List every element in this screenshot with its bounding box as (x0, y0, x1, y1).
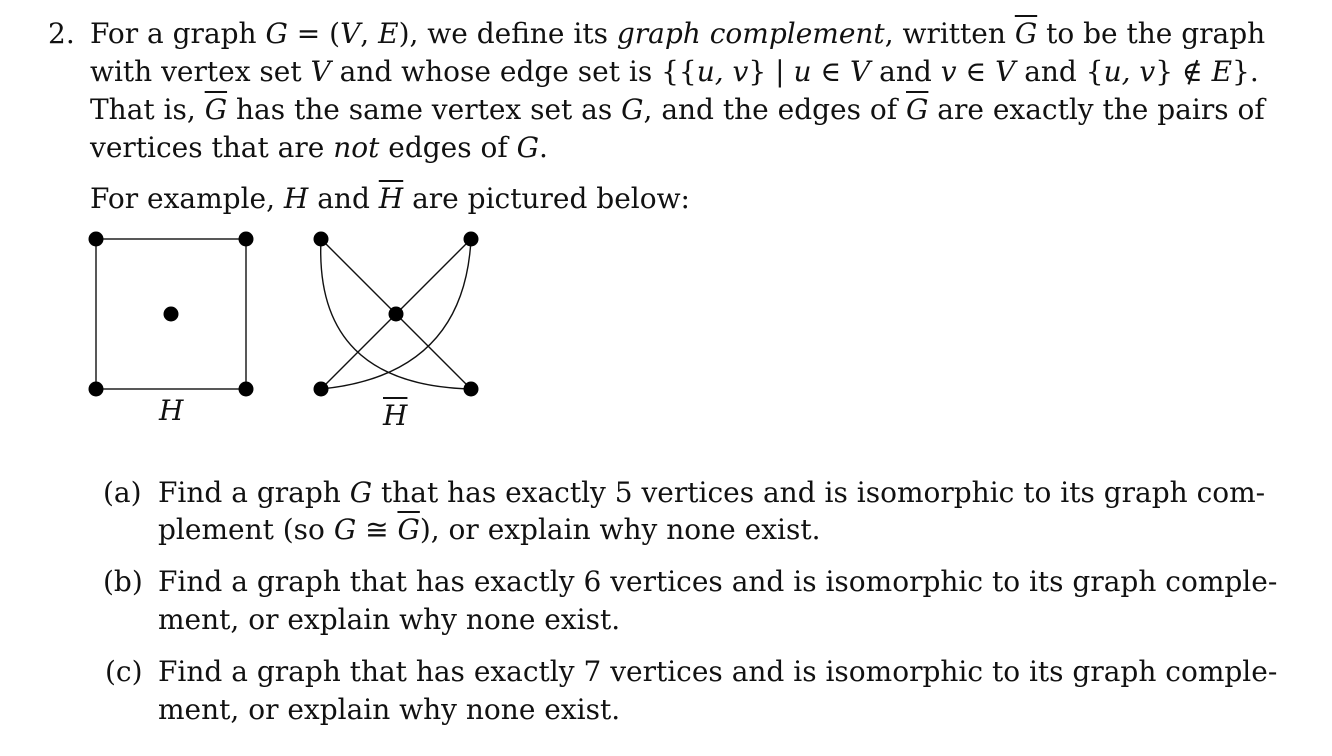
text: , and the edges of (643, 93, 907, 126)
math-G-bar: $\overline{G}$ (204, 93, 228, 126)
label-H-bar: $\overline{H}$ (383, 399, 408, 432)
math-V: V (995, 55, 1016, 88)
text: Find a graph (158, 476, 350, 509)
vertex (89, 382, 104, 397)
math-u: u (793, 55, 812, 88)
label-H: H (159, 394, 184, 427)
math-G: G (621, 93, 644, 126)
math-E: E (1211, 55, 1233, 88)
text: edges of (379, 131, 517, 164)
graph-H (89, 232, 254, 397)
vertex (314, 382, 329, 397)
vertex (239, 382, 254, 397)
vertex (89, 232, 104, 247)
text: For example, (90, 182, 284, 215)
text: that has exactly 5 vertices and is isomorphic to its graph com- (372, 476, 1266, 509)
text: and whose edge set is {{ (330, 55, 697, 88)
math-G: G (333, 513, 357, 546)
text: } | (748, 55, 794, 88)
emphasis-not: not (333, 131, 380, 164)
text: plement (so (158, 513, 334, 546)
example-intro (90, 181, 690, 217)
text: , written (884, 17, 1015, 50)
part-b-label: (b) (103, 565, 143, 598)
math-H-bar: $\overline{H}$ (378, 182, 404, 215)
math-H: H (283, 182, 309, 215)
math-V: V (850, 55, 871, 88)
math-uv: u, v (696, 55, 749, 88)
text: and { (1015, 55, 1104, 88)
math-uv: u, v (1103, 55, 1156, 88)
math-G-bar: $\overline{G}$ (397, 513, 420, 546)
text: are pictured below: (403, 182, 690, 215)
vertex (389, 307, 404, 322)
graph-H-bar (314, 232, 479, 397)
math-V: V (340, 17, 361, 50)
part-b-line-2: ment, or explain why none exist. (158, 603, 621, 636)
text: , (360, 17, 379, 50)
text: and (308, 182, 379, 215)
text: ≅ (356, 513, 398, 546)
vertex (314, 232, 329, 247)
text: . (539, 131, 548, 164)
math-v: v (940, 55, 957, 88)
vertex (239, 232, 254, 247)
graph-figure (78, 225, 498, 435)
math-G: G (349, 476, 373, 509)
part-a-label: (a) (103, 476, 142, 509)
text: For a graph (90, 17, 266, 50)
text: with vertex set (90, 55, 311, 88)
part-a-line-1 (158, 475, 1265, 511)
math-G: G (516, 131, 539, 164)
text: vertices that are (90, 131, 334, 164)
definition-line-2 (90, 54, 1259, 90)
text: to be the graph (1037, 17, 1266, 50)
definition-line-3 (90, 92, 1265, 128)
part-a-line-2 (158, 512, 820, 548)
part-b-line-1: Find a graph that has exactly 6 vertices and is isomorphic to its graph comple- (158, 565, 1278, 598)
text: That is, (90, 93, 205, 126)
math-G-bar: $\overline{G}$ (906, 93, 929, 126)
definition-line-4 (90, 130, 548, 166)
problem-number: 2. (48, 17, 75, 50)
term-graph-complement: graph complement (616, 17, 885, 50)
text: ), we define its (398, 17, 617, 50)
text: and (870, 55, 941, 88)
text: ), or explain why none exist. (419, 513, 821, 546)
text: ∈ (956, 55, 996, 88)
vertex (464, 382, 479, 397)
text: are exactly the pairs of (928, 93, 1265, 126)
part-c-label: (c) (105, 655, 143, 688)
text: }. (1232, 55, 1259, 88)
text: } ∉ (1155, 55, 1212, 88)
vertex (464, 232, 479, 247)
math-V: V (310, 55, 331, 88)
math-E: E (378, 17, 399, 50)
definition-line-1 (90, 16, 1265, 52)
text: ∈ (811, 55, 851, 88)
part-c-line-2: ment, or explain why none exist. (158, 693, 621, 726)
part-c-line-1: Find a graph that has exactly 7 vertices and is isomorphic to its graph comple- (158, 655, 1278, 688)
math-G: G (265, 17, 288, 50)
text: has the same vertex set as (227, 93, 622, 126)
text: = ( (287, 17, 341, 50)
math-G-bar: $\overline{G}$ (1014, 17, 1038, 50)
vertex (164, 307, 179, 322)
